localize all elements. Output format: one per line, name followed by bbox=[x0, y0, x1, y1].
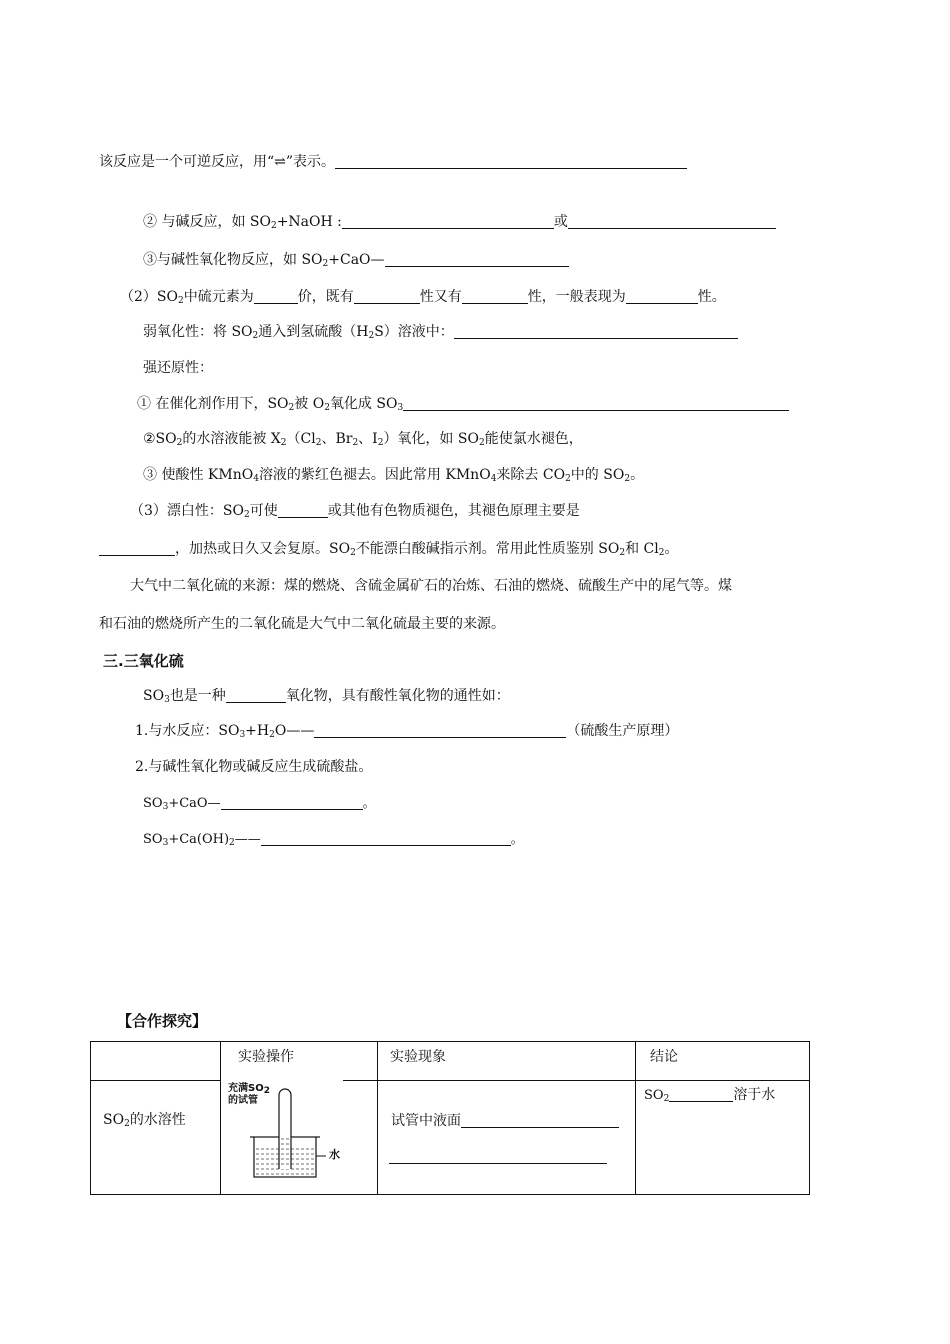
table-header-cell bbox=[90, 1041, 221, 1081]
answer-blank[interactable] bbox=[342, 212, 554, 229]
row-label: $SO_2$的水溶性 bbox=[103, 1112, 186, 1129]
sulfur-valence-line: $(2)SO_2$中硫元素为 价，既有 性又有 性，一般表现为 性。 bbox=[120, 289, 726, 306]
answer-blank[interactable] bbox=[99, 539, 175, 556]
table-row-label-cell bbox=[90, 1080, 221, 1195]
catalytic-oxidation-line: ① 在催化剂作用下，$SO_2$被 $O_2$氧化成 $SO_3$ bbox=[137, 394, 789, 414]
so3-water-line: 1.与水反应：$SO_3+H_2O——$ （硫酸生产原理） bbox=[135, 723, 679, 740]
answer-blank[interactable] bbox=[221, 793, 363, 810]
so2-source-line-2: 和石油的燃烧所产生的二氧化硫是大气中二氧化硫最主要的来源。 bbox=[99, 616, 505, 632]
so3-base-line: 2.与碱性氧化物或碱反应生成硫酸盐。 bbox=[135, 759, 373, 775]
answer-blank[interactable] bbox=[568, 212, 776, 229]
weak-oxidation-line: 弱氧化性：将 $SO_2$通入到氢硫酸$(H_2S)$溶液中： bbox=[143, 322, 738, 342]
bleaching-line: （3）漂白性：$SO_2$可使 或其他有色物质褪色，其褪色原理主要是 bbox=[130, 503, 580, 520]
answer-blank[interactable] bbox=[389, 1147, 607, 1164]
phenomenon-text: 试管中液面 bbox=[391, 1111, 619, 1131]
answer-blank[interactable] bbox=[254, 287, 298, 304]
section-heading-so3: 三.三氧化硫 bbox=[103, 652, 184, 670]
alkali-reaction-line: ② 与碱反应，如 $SO_2+NaOH$ : 或 bbox=[143, 212, 776, 232]
so2-source-line: 大气中二氧化硫的来源：煤的燃烧、含硫金属矿石的冶炼、石油的燃烧、硫酸生产中的尾气等。煤 bbox=[130, 578, 732, 594]
answer-blank[interactable] bbox=[461, 1111, 619, 1128]
basic-oxide-reaction-line: ③与碱性氧化物反应，如 $SO_2+CaO—$ bbox=[143, 250, 569, 270]
so3-cao-line: $SO_3+CaO—$ 。 bbox=[143, 793, 376, 814]
answer-blank[interactable] bbox=[385, 250, 569, 267]
phenomenon-second-blank bbox=[389, 1147, 607, 1167]
answer-blank[interactable] bbox=[669, 1085, 733, 1102]
header-conclusion: 结论 bbox=[650, 1049, 678, 1065]
figure-label-tube: 充满$SO_2$ 的试管 bbox=[228, 1083, 270, 1106]
answer-blank[interactable] bbox=[278, 501, 328, 518]
answer-blank[interactable] bbox=[314, 721, 566, 738]
bleaching-continued-line: ，加热或日久又会复原。$SO_2$不能漂白酸碱指示剂。常用此性质鉴别 $SO_2$和 $Cl_2$。 bbox=[99, 539, 678, 559]
halogen-oxidation-line: $②SO_2$的水溶液能被 $X_2(Cl_2$、$Br_2$、$I_2$）氧化，如 $SO_2$能使氯水褪色， bbox=[143, 431, 583, 448]
table-row-phenomenon-cell bbox=[377, 1080, 636, 1195]
header-operation: 实验操作 bbox=[238, 1049, 294, 1065]
so3-caoh2-line: $SO_3+Ca(OH)_2——$ 。 bbox=[143, 829, 524, 850]
kmno4-line: ③ 使酸性 KMnO$_4$溶液的紫红色褪去。因此常用 KMnO$_4$来除去 $CO_2$中的 $SO_2$。 bbox=[143, 467, 645, 484]
answer-blank[interactable] bbox=[403, 394, 789, 411]
reversible-reaction-line: 该反应是一个可逆反应，用“⇌”表示。 bbox=[99, 152, 687, 172]
answer-blank[interactable] bbox=[462, 287, 528, 304]
answer-blank[interactable] bbox=[354, 287, 420, 304]
figure-label-water: 水 bbox=[329, 1148, 340, 1161]
answer-blank[interactable] bbox=[261, 829, 511, 846]
answer-blank[interactable] bbox=[335, 152, 687, 169]
test-tube-apparatus bbox=[228, 1083, 368, 1183]
cooperative-inquiry-heading: 【合作探究】 bbox=[117, 1012, 208, 1030]
inquiry-table bbox=[90, 1041, 810, 1195]
so3-intro-line: $SO_3$也是一种 氧化物，具有酸性氧化物的通性如： bbox=[143, 688, 510, 705]
header-phenomenon: 实验现象 bbox=[390, 1049, 446, 1065]
strong-reduction-heading: 强还原性： bbox=[143, 360, 213, 376]
answer-blank[interactable] bbox=[626, 287, 698, 304]
answer-blank[interactable] bbox=[454, 322, 738, 339]
answer-blank[interactable] bbox=[226, 686, 286, 703]
conclusion-text: $SO_2$ 溶于水 bbox=[644, 1087, 776, 1104]
